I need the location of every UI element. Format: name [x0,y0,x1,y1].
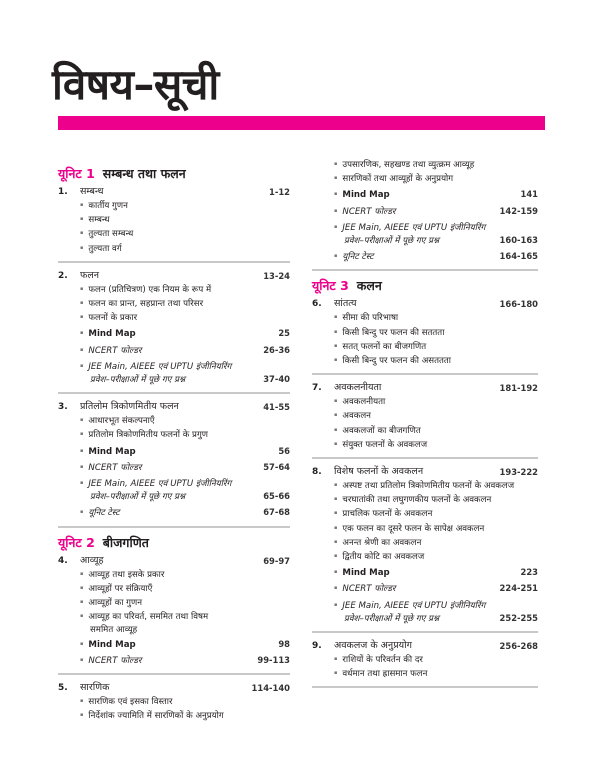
topic-label: ▪ सीमा की परिभाषा [334,311,538,325]
page-range: 224-251 [499,583,538,594]
topic-item[interactable] [312,326,538,340]
topic-label: ▪ सारणिक एवं इसका विस्तार [80,695,290,709]
jee-questions-item[interactable] [312,599,538,613]
ncert-folder-item[interactable] [58,461,290,475]
page-title: विषय–सूची [52,60,219,109]
unit-title: कलन [356,278,382,294]
jee-questions-item-cont[interactable] [312,612,538,626]
chapter-number: 9. [312,641,322,652]
topic-item[interactable] [58,596,290,610]
mind-map-item[interactable] [312,188,538,202]
ncert-folder-item[interactable] [312,205,538,219]
ncert-folder-item[interactable] [58,654,290,668]
page-range: 65-66 [263,491,290,502]
topic-label: ▪ एक फलन का दूसरे फलन के सापेक्ष अवकलन [334,522,538,536]
topic-item[interactable] [58,428,290,442]
chapter-title: प्रतिलोम त्रिकोणमितीय फलन [80,401,179,413]
topic-label: ▪ आव्यूह का परिवर्त, सममित तथा विषम [80,610,290,624]
topic-item[interactable] [312,550,538,564]
page-range: 160-163 [499,235,538,246]
page-range: 114-140 [251,683,290,694]
topic-label: ▪ सारणिकों तथा आव्यूहों के अनुप्रयोग [334,172,538,186]
topic-label: ▪ अनन्त श्रेणी का अवकलन [334,536,538,550]
chapter-number: 4. [58,555,68,566]
chapter-number: 5. [58,683,68,694]
topic-label: ▪ Mind Map [80,638,250,652]
topic-label: ▪ प्रतिलोम त्रिकोणमितीय फलनों के प्रगुण [80,428,290,442]
unit-1-header[interactable] [58,165,290,182]
ncert-folder-item[interactable] [58,344,290,358]
chapter-row[interactable] [312,297,538,311]
topic-label: ▪ आव्यूहों पर संक्रियाएँ [80,582,290,596]
page-range: 252-255 [499,612,538,623]
topic-label: ▪ राशियों के परिवर्तन की दर [334,653,538,667]
page-range: 13-24 [263,270,290,281]
mind-map-item[interactable] [58,445,290,459]
chapter-title: आव्यूह [80,554,104,566]
page-range: 193-222 [499,467,538,478]
chapter-title: सारणिक [80,682,110,694]
topic-item[interactable] [312,507,538,521]
unit-3-header[interactable] [312,277,538,294]
topic-item[interactable] [58,297,290,311]
chapter-5 [58,681,290,728]
toc-right-column [312,158,538,694]
jee-questions-item[interactable] [58,477,290,491]
topic-label: ▪ उपसारणिक, सहखण्ड तथा व्युत्क्रम आव्यूह [334,158,538,172]
topic-item[interactable] [58,568,290,582]
topic-item[interactable] [312,409,538,423]
topic-label: ▪ किसी बिन्दु पर फलन की सततता [334,326,538,340]
topic-item[interactable] [312,479,538,493]
topic-label: ▪ सम्बन्ध [80,213,290,227]
topic-label: प्रवेश–परीक्षाओं में पूछे गए प्रश्न [344,236,440,247]
topic-item[interactable] [312,158,538,172]
topic-label: सममित आव्यूह [90,625,138,636]
chapter-5-continued [312,158,538,271]
topic-item[interactable] [58,414,290,428]
mind-map-item[interactable] [58,638,290,652]
topic-label: ▪ अवकलनीयता [334,395,538,409]
chapter-number: 8. [312,467,322,478]
jee-questions-item[interactable] [312,221,538,235]
jee-questions-item-cont[interactable] [312,234,538,248]
topic-label: ▪ NCERT फोल्डर [80,344,250,358]
topic-label: ▪ JEE Main, AIEEE एवं UPTU इंजीनियरिंग [334,221,538,235]
chapter-title: सांतत्य [334,298,357,310]
topic-label: ▪ यूनिट टेस्ट [334,250,498,264]
topic-label: ▪ अवकलजों का बीजगणित [334,424,538,438]
page-range: 37-40 [263,374,290,385]
chapter-row[interactable] [312,381,538,395]
topic-item[interactable] [312,522,538,536]
topic-label: ▪ NCERT फोल्डर [334,582,498,596]
topic-label: ▪ तुल्यता सम्बन्ध [80,227,290,241]
title-accent-bar [58,116,545,130]
topic-item[interactable] [312,395,538,409]
topic-label: ▪ कार्तीय गुणन [80,199,290,213]
topic-label: प्रवेश–परीक्षाओं में पूछे गए प्रश्न [90,492,186,503]
page-range: 1-12 [269,187,290,197]
topic-label: प्रवेश–परीक्षाओं में पूछे गए प्रश्न [344,613,440,624]
chapter-title: सम्बन्ध [80,186,104,197]
topic-label: ▪ JEE Main, AIEEE एवं UPTU इंजीनियरिंग [334,599,538,613]
topic-item[interactable] [312,311,538,325]
topic-item[interactable] [312,667,538,681]
chapter-number: 1. [58,187,68,197]
unit-test-item[interactable] [58,506,290,520]
topic-label: ▪ अवकलन [334,409,538,423]
topic-label: ▪ आधारभूत संकल्पनाएँ [80,414,290,428]
unit-test-item[interactable] [312,250,538,264]
chapter-8 [312,465,538,633]
chapter-number: 2. [58,270,68,281]
unit-label: यूनिट 2 [58,534,95,550]
page-range: 256-268 [499,641,538,652]
jee-questions-item[interactable] [58,360,290,374]
topic-item-cont[interactable] [58,623,290,637]
unit-title: बीजगणित [102,534,149,550]
unit-label: यूनिट 1 [58,166,95,181]
topic-label: ▪ फलन (प्रतिचित्रण) एक नियम के रूप में [80,283,290,297]
topic-item[interactable] [312,653,538,667]
unit-title: सम्बन्ध तथा फलन [102,166,186,181]
chapter-number: 3. [58,402,68,413]
topic-item[interactable] [58,283,290,297]
page-range: 223 [520,567,538,578]
topic-label: ▪ NCERT फोल्डर [80,461,250,475]
jee-questions-item-cont[interactable] [58,373,290,387]
chapter-row[interactable] [58,269,290,283]
topic-label: ▪ आव्यूहों का गुणन [80,596,290,610]
page-range: 67-68 [263,507,290,518]
topic-label: ▪ फलनों के प्रकार [80,311,290,325]
toc-left-column [58,163,290,734]
topic-label: ▪ आव्यूह तथा इसके प्रकार [80,568,290,582]
topic-label: ▪ संयुक्त फलनों के अवकलज [334,438,538,452]
page-range: 69-97 [263,555,290,566]
ncert-folder-item[interactable] [312,582,538,596]
topic-item[interactable] [312,536,538,550]
chapter-row[interactable] [58,554,290,568]
page-range: 98 [278,638,290,649]
topic-item[interactable] [312,424,538,438]
topic-label: ▪ Mind Map [334,188,498,202]
chapter-title: विशेष फलनों के अवकलन [334,466,424,478]
chapter-number: 7. [312,383,322,394]
topic-label: ▪ चरघातांकी तथा लघुगणकीय फलनों के अवकलन [334,493,538,507]
topic-label: ▪ NCERT फोल्डर [80,654,250,668]
topic-item[interactable] [58,199,290,213]
topic-label: प्रवेश–परीक्षाओं में पूछे गए प्रश्न [90,375,186,386]
chapter-row[interactable] [312,639,538,653]
topic-item[interactable] [58,695,290,709]
topic-item[interactable] [312,438,538,452]
page-range: 25 [278,328,290,339]
topic-item[interactable] [58,582,290,596]
chapter-4 [58,554,290,675]
topic-label: ▪ प्राचलिक फलनों के अवकलन [334,507,538,521]
chapter-2 [58,269,290,394]
topic-item[interactable] [58,311,290,325]
topic-label: ▪ JEE Main, AIEEE एवं UPTU इंजीनियरिंग [80,360,290,374]
topic-label: ▪ Mind Map [80,445,250,459]
topic-label: ▪ यूनिट टेस्ट [80,506,250,520]
mind-map-item[interactable] [58,327,290,341]
topic-label: ▪ किसी बिन्दु पर फलन की असततता [334,354,538,368]
topic-item[interactable] [58,709,290,723]
jee-questions-item-cont[interactable] [58,490,290,504]
topic-label: ▪ NCERT फोल्डर [334,205,498,219]
topic-label: ▪ Mind Map [80,327,250,341]
topic-label: ▪ Mind Map [334,566,498,580]
chapter-title: अवकलनीयता [334,382,382,394]
topic-item[interactable] [58,227,290,241]
chapter-row[interactable] [312,465,538,479]
chapter-number: 6. [312,299,322,310]
topic-label: ▪ तुल्यता वर्ग [80,242,290,256]
chapter-6 [312,297,538,375]
page-range: 164-165 [499,251,538,262]
chapter-3 [58,400,290,527]
topic-label: ▪ निर्देशांक ज्यामिति में सारणिकों के अनुप्रयोग [80,709,290,723]
chapter-1 [58,185,290,263]
topic-item[interactable] [58,610,290,624]
page-range: 181-192 [499,383,538,394]
topic-label: ▪ JEE Main, AIEEE एवं UPTU इंजीनियरिंग [80,477,290,491]
page-range: 56 [278,445,290,456]
page-range: 26-36 [263,344,290,355]
topic-item[interactable] [58,242,290,256]
topic-item[interactable] [312,340,538,354]
topic-label: ▪ फलन का प्रान्त, सहप्रान्त तथा परिसर [80,297,290,311]
page-range: 142-159 [499,205,538,216]
topic-label: ▪ सतत् फलनों का बीजगणित [334,340,538,354]
topic-item[interactable] [312,172,538,186]
topic-label: ▪ द्वितीय कोटि का अवकलज [334,550,538,564]
topic-item[interactable] [58,213,290,227]
topic-label: ▪ अस्पष्ट तथा प्रतिलोम त्रिकोणमितीय फलनों के अवकलज [334,479,538,493]
topic-item[interactable] [312,493,538,507]
chapter-9 [312,639,538,688]
unit-2-header[interactable] [58,534,290,551]
topic-item[interactable] [312,354,538,368]
page-range: 41-55 [263,402,290,413]
chapter-row[interactable] [58,185,290,199]
chapter-row[interactable] [58,681,290,695]
chapter-title: अवकलज के अनुप्रयोग [334,640,412,652]
page-range: 166-180 [499,299,538,310]
page-range: 141 [520,189,538,200]
mind-map-item[interactable] [312,566,538,580]
unit-label: यूनिट 3 [312,278,349,294]
chapter-title: फलन [80,269,100,281]
page-range: 57-64 [263,461,290,472]
chapter-row[interactable] [58,400,290,414]
page-range: 99-113 [257,654,290,665]
topic-label: ▪ वर्धमान तथा ह्रासमान फलन [334,667,538,681]
chapter-7 [312,381,538,459]
